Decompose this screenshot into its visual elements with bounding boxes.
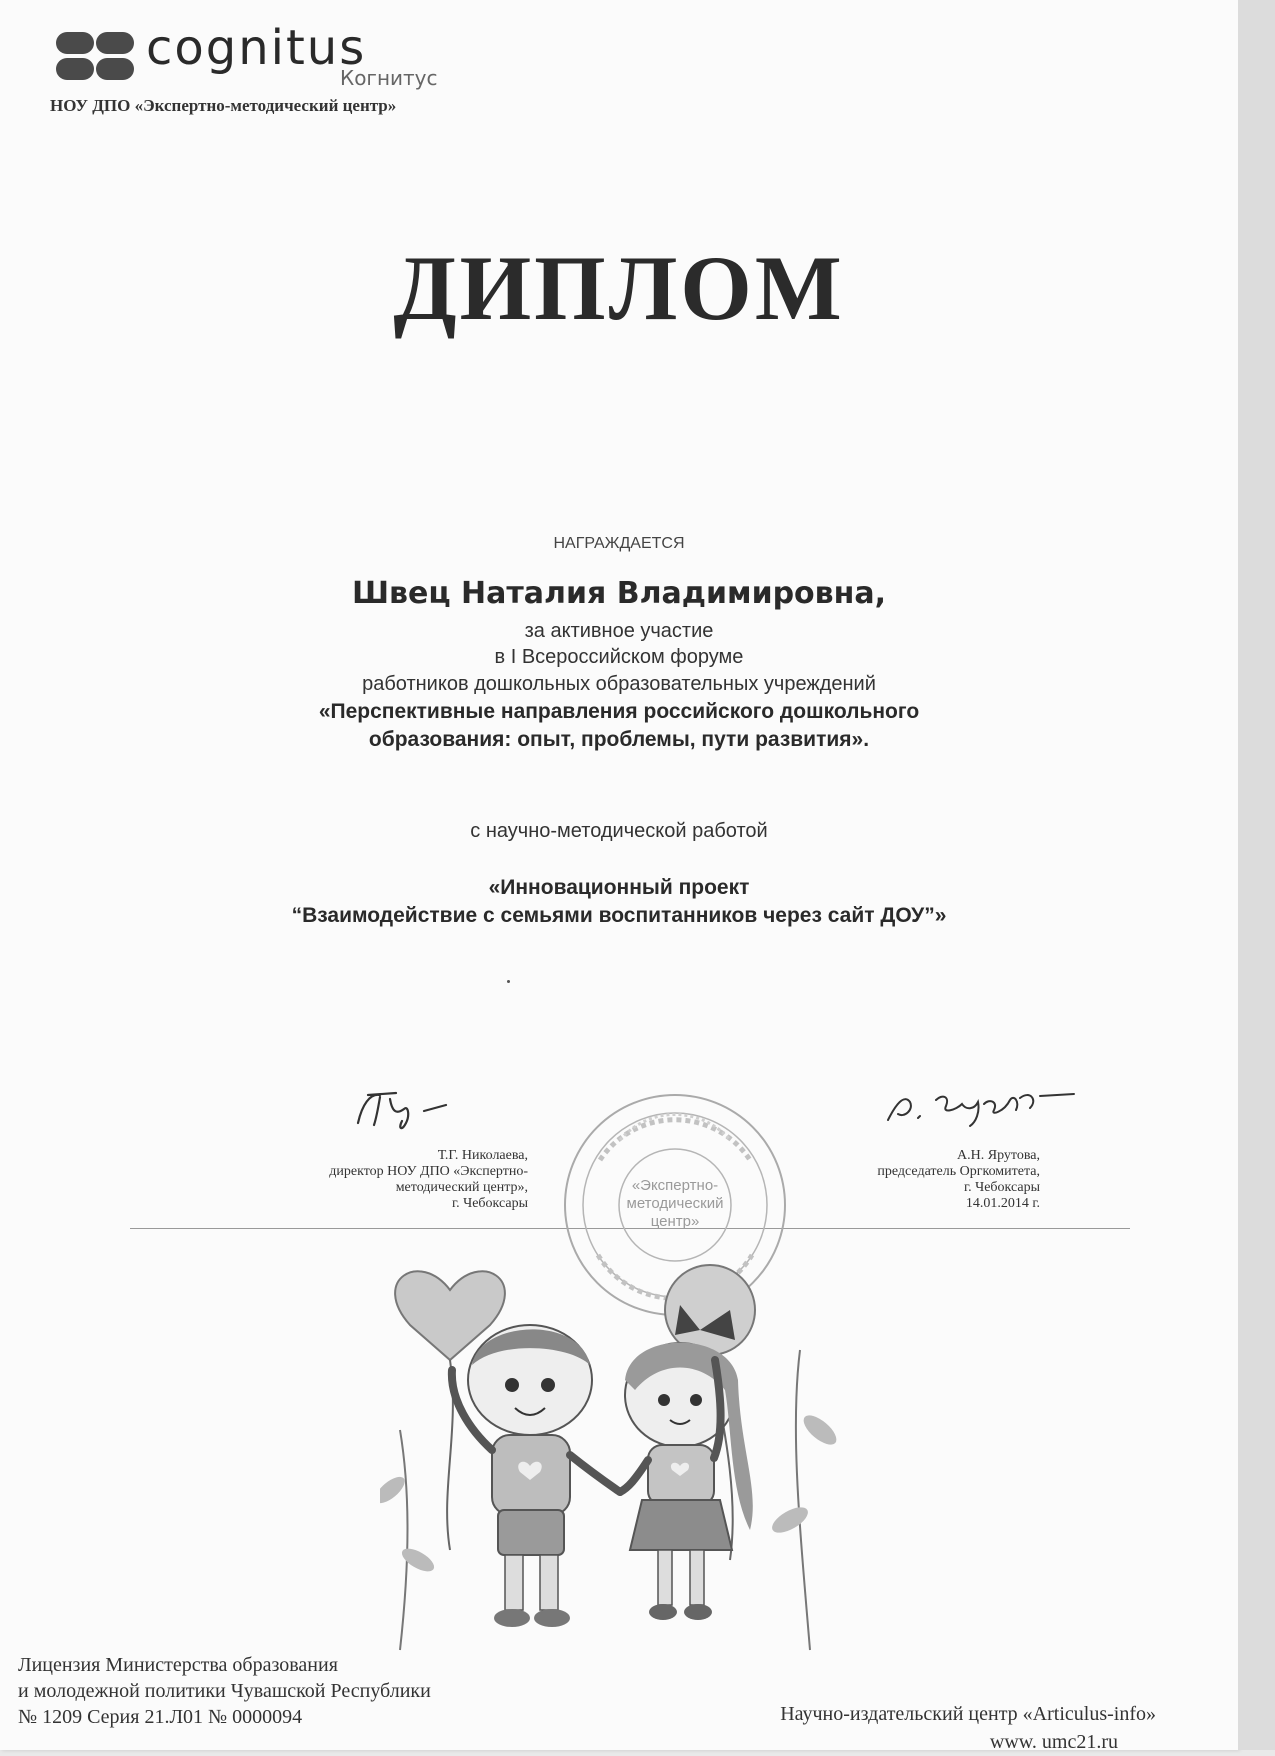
license-line: и молодежной политики Чувашской Республики — [18, 1680, 431, 1702]
stamp-text: методический — [626, 1195, 724, 1212]
license-line: № 1209 Серия 21.Л01 № 0000094 — [18, 1706, 303, 1728]
logo-subtext: Когнитус — [340, 66, 438, 90]
publisher-name: Научно-издательский центр «Articulus-info» — [780, 1703, 1156, 1725]
signature-left — [350, 1085, 460, 1135]
award-line: за активное участие — [524, 620, 714, 642]
work-label: с научно-методической работой — [470, 820, 768, 842]
organization-name: НОУ ДПО «Экспертно-методический центр» — [50, 96, 397, 115]
signatory-right — [877, 1148, 1040, 1212]
clover-logo-icon — [50, 28, 140, 84]
stamp-text: центр» — [650, 1213, 700, 1230]
signatory-line: А.Н. Ярутова, — [957, 1148, 1040, 1163]
license-line: Лицензия Министерства образования — [18, 1654, 338, 1676]
signatory-left — [329, 1148, 528, 1212]
work-title-line: «Инновационный проект — [488, 876, 750, 899]
publisher-website: www. umc21.ru — [989, 1731, 1118, 1753]
signatory-line: директор НОУ ДПО «Экспертно- — [329, 1164, 528, 1179]
signature-right — [880, 1080, 1080, 1130]
recipient-name: Швец Наталия Владимировна, — [351, 576, 887, 611]
diploma-title: ДИПЛОМ — [393, 237, 845, 339]
forum-title-line: «Перспективные направления российского дошкольного — [318, 700, 920, 723]
award-label: НАГРАЖДАЕТСЯ — [553, 535, 685, 552]
signatory-line: председатель Оргкомитета, — [877, 1164, 1040, 1179]
work-title-line: “Взаимодействие с семьями воспитанников через сайт ДОУ”» — [291, 904, 947, 927]
logo-word: cognitus — [146, 20, 367, 76]
award-line: работников дошкольных образовательных учреждений — [362, 673, 876, 695]
stamp-text: «Экспертно- — [631, 1177, 719, 1194]
scan-edge — [1238, 0, 1275, 1750]
signatory-line: г. Чебоксары — [451, 1196, 528, 1211]
publisher-info — [780, 1700, 1156, 1756]
signatory-line: 14.01.2014 г. — [965, 1196, 1040, 1211]
signatory-line: методический центр», — [395, 1180, 528, 1195]
forum-title-line: образования: опыт, проблемы, пути развития». — [368, 728, 870, 751]
license-info — [18, 1652, 431, 1730]
stray-dot — [507, 980, 510, 983]
signatory-line: г. Чебоксары — [963, 1180, 1040, 1195]
children-illustration — [380, 1230, 860, 1670]
signatory-line: Т.Г. Николаева, — [437, 1148, 528, 1163]
award-line: в I Всероссийском форуме — [494, 646, 744, 668]
